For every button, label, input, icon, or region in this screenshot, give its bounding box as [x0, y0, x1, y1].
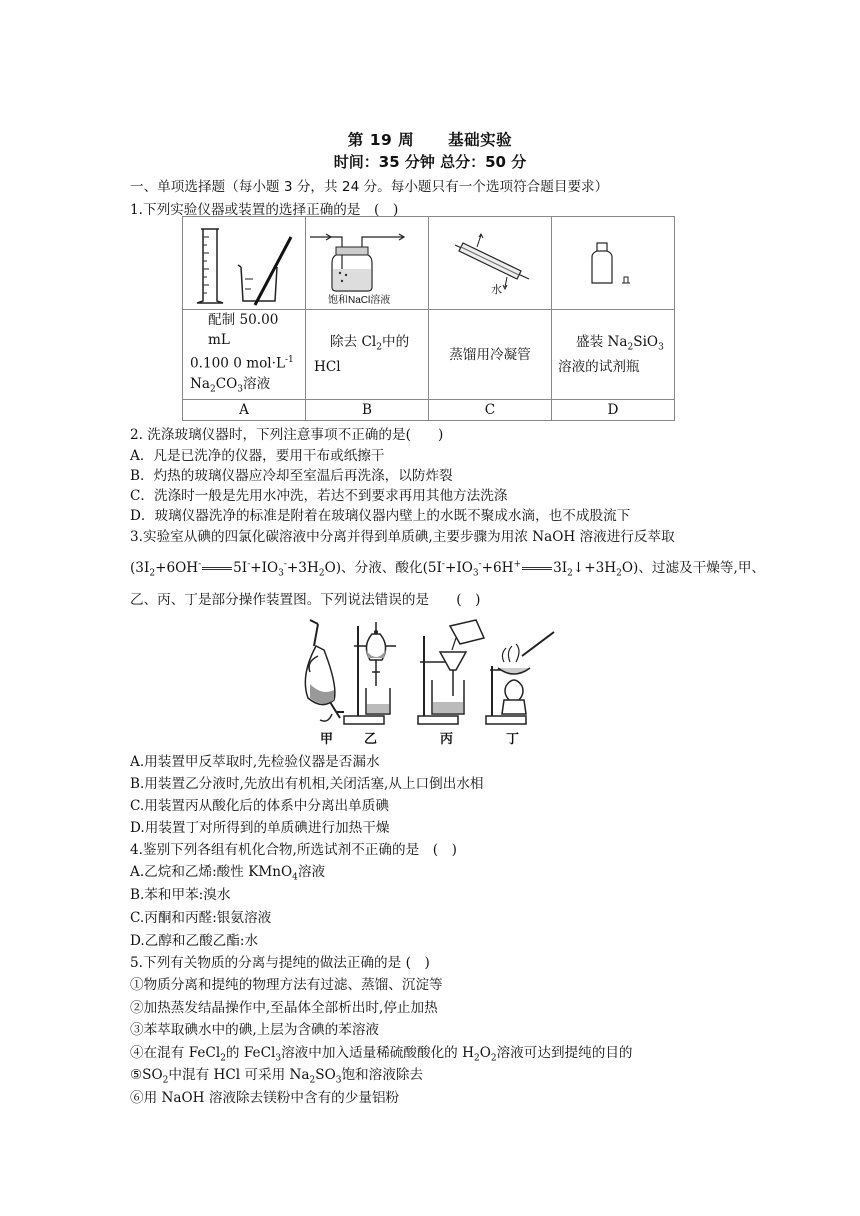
q2-stem: 2. 洗涤玻璃仪器时，下列注意事项不正确的是( ): [130, 427, 444, 443]
q1-label-d: D: [552, 400, 675, 421]
separatory-funnel-shaking-icon: [305, 620, 344, 721]
q4-option-c: C.丙酮和丙醛:银氨溶液: [130, 910, 272, 926]
q3-option-a: A.用装置甲反萃取时,先检验仪器是否漏水: [130, 754, 380, 770]
q4-stem: 4.鉴别下列各组有机化合物,所选试剂不正确的是 ( ): [130, 842, 457, 858]
topic-label: 基础实验: [448, 131, 513, 149]
q1-stem: 1.下列实验仪器或装置的选择正确的是 ( ): [130, 202, 399, 218]
figure-label-yi: 乙: [364, 732, 378, 747]
q5-item-4: ④在混有 FeCl$_2$的 FeCl$_3$溶液中加入适量稀硫酸酸化的 $H_2O_2$溶液可达到提纯的目的: [130, 1045, 633, 1064]
q3-option-b: B.用装置乙分液时,先放出有机相,关闭活塞,从上口倒出水相: [130, 776, 484, 792]
q4-option-a: A.乙烷和乙烯:酸性 KMnO$_4$溶液: [130, 864, 326, 883]
q2-option-a: A．凡是已洗净的仪器，要用干布或纸擦干: [130, 448, 385, 464]
q1-label-c: C: [429, 400, 552, 421]
q2-option-d: D．玻璃仪器洗净的标准是附着在玻璃仪器内壁上的水既不聚成水滴，也不成股流下: [130, 508, 631, 524]
figure-label-jia: 甲: [320, 732, 334, 747]
page-title: [0, 128, 860, 150]
q1-desc-a-line2: 0.100 0 $mol\cdot L^{-1}$: [190, 355, 294, 372]
q1-desc-c: 蒸馏用冷凝管: [429, 310, 552, 400]
q5-item-2: ②加热蒸发结晶操作中,至晶体全部析出时,停止加热: [130, 1000, 438, 1016]
q3-stem-line2: 乙、丙、丁是部分操作装置图。下列说法错误的是 ( ): [130, 592, 481, 608]
q4-option-b: B.苯和甲苯:溴水: [130, 887, 231, 903]
q4-option-d: D.乙醇和乙酸乙酯:水: [130, 933, 259, 949]
water-label: 水: [491, 284, 502, 296]
q5-item-6: ⑥用 NaOH 溶液除去镁粉中含有的少量铝粉: [130, 1090, 400, 1106]
q3-apparatus-figure: [300, 616, 570, 748]
gas-washing-bottle-icon: [306, 217, 428, 309]
q3-option-c: C.用装置丙从酸化后的体系中分离出单质碘: [130, 798, 389, 814]
separatory-funnel-stand-icon: [344, 622, 396, 724]
time-score-line: 时间：35 分钟 总分：50 分: [333, 153, 527, 171]
q2-option-c: C．洗涤时一般是先用水冲洗，若达不到要求再用其他方法洗涤: [130, 488, 508, 504]
q1-desc-d: 盛装 $Na_2SiO_3$ 溶液的试剂瓶: [552, 310, 675, 400]
q1-options-table: [182, 216, 675, 421]
q1-desc-a: [183, 310, 306, 400]
figure-label-ding: 丁: [506, 732, 520, 747]
section-heading: 一、单项选择题（每小题 3 分，共 24 分。每小题只有一个选项符合题目要求）: [130, 179, 609, 195]
q5-item-1: ①物质分离和提纯的物理方法有过滤、蒸馏、沉淀等: [130, 977, 443, 993]
q3-stem-line1: 3.实验室从碘的四氯化碳溶液中分离并得到单质碘,主要步骤为用浓 NaOH 溶液进行反萃取: [130, 529, 675, 545]
week-label: 第 19 周: [347, 131, 415, 149]
filtration-setup-icon: [418, 620, 484, 724]
q2-option-b: B．灼热的玻璃仪器应冷却至室温后再洗涤，以防炸裂: [130, 468, 453, 484]
q5-item-3: ③苯萃取碘水中的碘,上层为含碘的苯溶液: [130, 1022, 380, 1038]
graduated-cylinder-beaker-icon: [183, 217, 305, 309]
q1-desc-a-line1: 配制 50.00 mL: [208, 312, 279, 348]
saturated-nacl-label: 饱和NaCl溶液: [328, 295, 391, 306]
reagent-bottle-icon: [552, 217, 674, 309]
q3-equation-line: ($3I_2+6OH^-$ $5I^-+IO_3^-+3H_2O$)、分液、酸化($5I^-+IO_3^-+6H^+$ $3I_2↓+3H_2O$)、过滤及干燥等,甲、: [130, 559, 766, 579]
q5-stem: 5.下列有关物质的分离与提纯的做法正确的是 ( ): [130, 955, 430, 971]
q1-label-a: A: [183, 400, 306, 421]
q1-desc-b: 除去 $Cl_2$中的 HCl: [306, 310, 429, 400]
q3-option-d: D.用装置丁对所得到的单质碘进行加热干燥: [130, 820, 390, 836]
figure-label-bing: 丙: [440, 732, 454, 747]
q1-desc-a-line3: $Na_2CO_3$溶液: [190, 375, 271, 395]
heating-dish-icon: [486, 632, 554, 724]
q1-apparatus-c: [429, 217, 552, 310]
q5-item-5: $⑤SO_2$中混有 HCl 可采用 $Na_2SO_3$饱和溶液除去: [130, 1067, 424, 1086]
q1-label-b: B: [306, 400, 429, 421]
q1-apparatus-d: [552, 217, 675, 310]
q1-apparatus-b: [306, 217, 429, 310]
q1-apparatus-a: [183, 217, 306, 310]
condenser-icon: [429, 217, 551, 309]
